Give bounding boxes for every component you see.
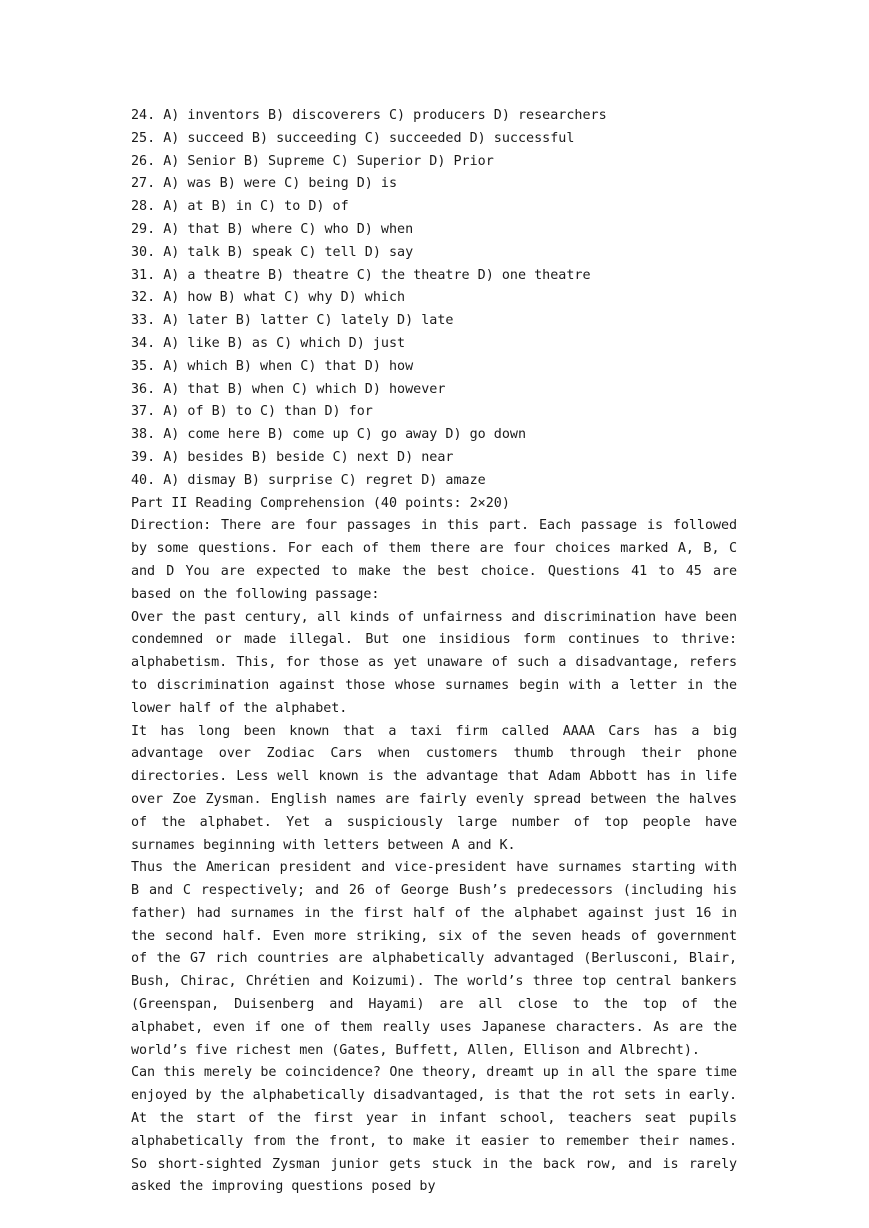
answer-options-list [131, 105, 737, 493]
passage-paragraph-4: Can this merely be coincidence? One theory, dreamt up in all the spare time enjoyed by the alphabetically disadvantaged, is that the rot sets in early. At the start of the first year in infant school, teachers seat pupils alphabetically from the front, to make it easier to remember their names. So short-sighted Zysman junior gets stuck in the back row, and is rarely asked the improving questions posed by [131, 1065, 737, 1195]
part-heading: Part II Reading Comprehension (40 points: 2×20) [131, 495, 510, 511]
option-line-39: 39. A) besides B) beside C) next D) near [131, 449, 454, 465]
reading-passage [131, 607, 737, 1200]
option-line-37: 37. A) of B) to C) than D) for [131, 404, 373, 420]
option-line-38: 38. A) come here B) come up C) go away D) go down [131, 427, 527, 443]
option-line-36: 36. A) that B) when C) which D) however [131, 381, 446, 397]
option-line-40: 40. A) dismay B) surprise C) regret D) amaze [131, 472, 486, 488]
direction-paragraph: Direction: There are four passages in this part. Each passage is followed by some questions. For each of them there are four choices marked A, B, C and D You are expected to make the best choice. Questions 41 to 45 are based on the following passage: [131, 518, 737, 602]
option-line-27: 27. A) was B) were C) being D) is [131, 176, 398, 192]
option-line-34: 34. A) like B) as C) which D) just [131, 335, 406, 351]
passage-paragraph-1: Over the past century, all kinds of unfairness and discrimination have been condemned or made illegal. But one insidious form continues to thrive: alphabetism. This, for those as yet unaware of such a disadvantage, refers to discrimination against those whose surnames begin with a letter in the lower half of the alphabet. [131, 609, 737, 716]
option-line-31: 31. A) a theatre B) theatre C) the theatre D) one theatre [131, 267, 591, 283]
passage-paragraph-3: Thus the American president and vice-president have surnames starting with B and C respectively; and 26 of George Bush’s predecessors (including his father) had surnames in the first half of the alphabet against just 16 in the second half. Even more striking, six of the seven heads of government of the G7 rich countries are alphabetically advantaged (Berlusconi, Blair, Bush, Chirac, Chrétien and Koizumi). The world’s three top central bankers (Greenspan, Duisenberg and Hayami) are all close to the top of the alphabet, even if one of them really uses Japanese characters. As are the world’s five richest men (Gates, Buffett, Allen, Ellison and Albrecht). [131, 860, 737, 1058]
option-line-24: 24. A) inventors B) discoverers C) producers D) researchers [131, 108, 607, 123]
option-line-25: 25. A) succeed B) succeeding C) succeeded D) successful [131, 130, 575, 146]
passage-paragraph-2: It has long been known that a taxi firm called AAAA Cars has a big advantage over Zodiac Cars when customers thumb through their phone directories. Less well known is the advantage that Adam Abbott has in life over Zoe Zysman. English names are fairly evenly spread between the halves of the alphabet. Yet a suspiciously large number of top people have surnames beginning with letters between A and K. [131, 723, 737, 853]
document-page [131, 105, 737, 1199]
option-line-30: 30. A) talk B) speak C) tell D) say [131, 244, 414, 260]
option-line-29: 29. A) that B) where C) who D) when [131, 221, 414, 237]
option-line-33: 33. A) later B) latter C) lately D) late [131, 313, 454, 329]
option-line-32: 32. A) how B) what C) why D) which [131, 290, 406, 306]
option-line-26: 26. A) Senior B) Supreme C) Superior D) Prior [131, 153, 494, 169]
option-line-35: 35. A) which B) when C) that D) how [131, 358, 414, 374]
option-line-28: 28. A) at B) in C) to D) of [131, 199, 349, 215]
